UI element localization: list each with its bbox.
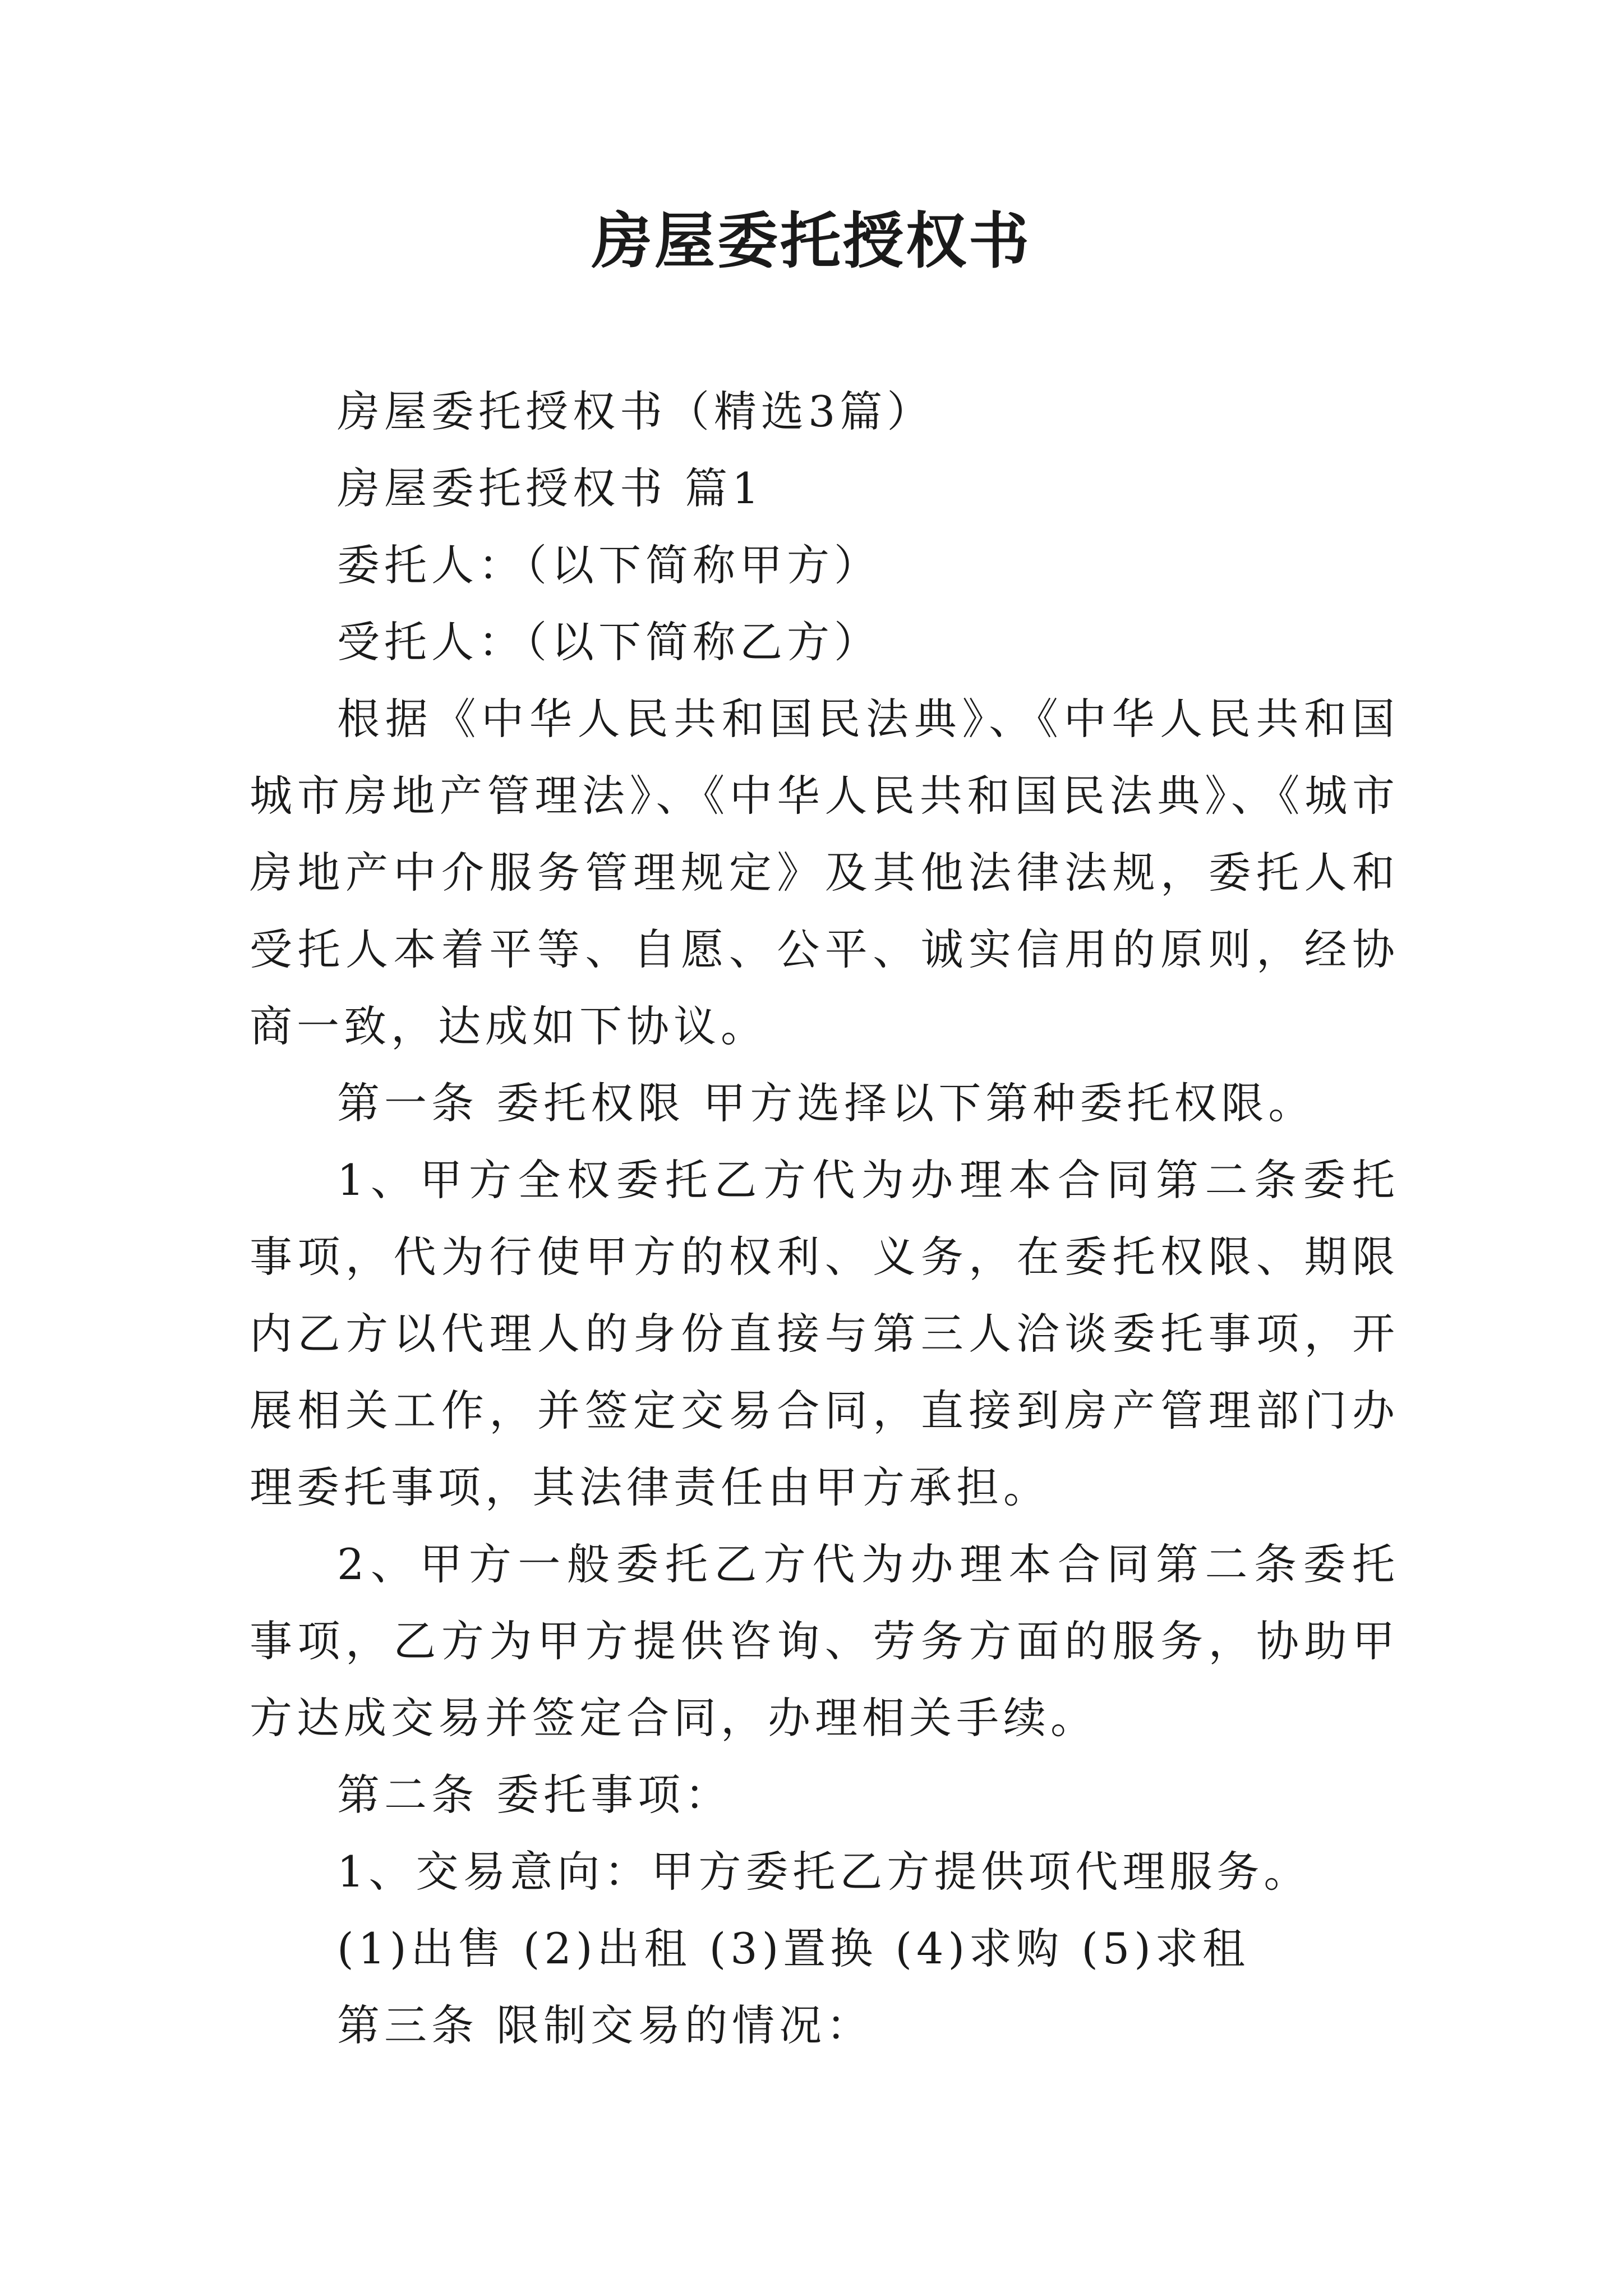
document-body xyxy=(250,373,1399,2064)
paragraph-legal-basis: 根据《中华人民共和国民法典》、《中华人民共和国城市房地产管理法》、《中华人民共和国民法典》、《城市房地产中介服务管理规定》及其他法律法规，委托人和受托人本着平等、自愿、公平、诚实信用的原则，经协商一致，达成如下协议。 xyxy=(250,694,1399,1051)
paragraph-article-2: 第二条 委托事项： xyxy=(337,1770,732,1820)
paragraph-section-heading: 房屋委托授权书 篇1 xyxy=(337,463,764,513)
paragraph-article-3: 第三条 限制交易的情况： xyxy=(337,2000,874,2050)
paragraph-article-1: 第一条 委托权限 甲方选择以下第种委托权限。 xyxy=(337,1078,1316,1128)
paragraph-agent: 受托人：（以下简称乙方） xyxy=(337,617,881,667)
paragraph-transaction-options: (1)出售 (2)出租 (3)置换 (4)求购 (5)求租 xyxy=(337,1924,1249,1973)
paragraph-general-authorization: 2、甲方一般委托乙方代为办理本合同第二条委托事项，乙方为甲方提供咨询、劳务方面的服务，协助甲方达成交易并签定合同，办理相关手续。 xyxy=(250,1539,1399,1743)
paragraph-transaction-intent: 1、交易意向：甲方委托乙方提供项代理服务。 xyxy=(337,1847,1311,1897)
paragraph-principal: 委托人：（以下简称甲方） xyxy=(337,540,881,590)
paragraph-subtitle: 房屋委托授权书（精选3篇） xyxy=(337,386,934,436)
document-title: 房屋委托授权书 xyxy=(591,206,1031,277)
paragraph-full-authorization: 1、甲方全权委托乙方代为办理本合同第二条委托事项，代为行使甲方的权利、义务，在委托权限、期限内乙方以代理人的身份直接与第三人洽谈委托事项，开展相关工作，并签定交易合同，直接到房产管理部门办理委托事项，其法律责任由甲方承担。 xyxy=(250,1155,1399,1512)
